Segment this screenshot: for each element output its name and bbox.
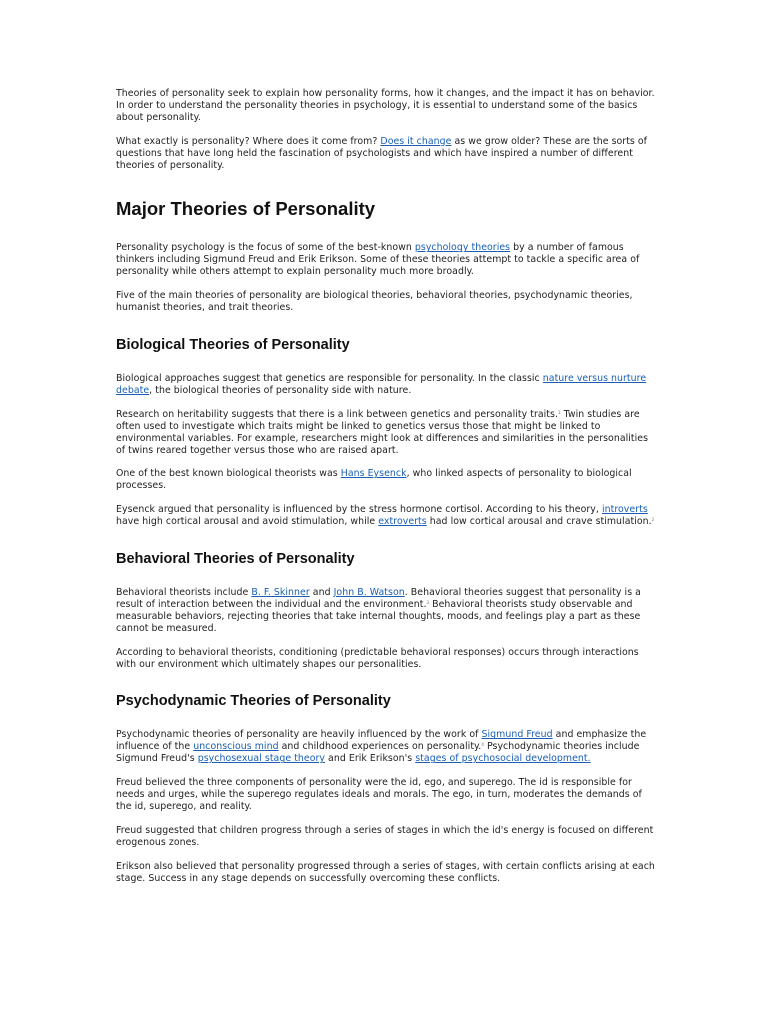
- nature-nurture-link[interactable]: nature versus nurture debate: [116, 372, 647, 396]
- citation-ref[interactable]: 3: [426, 599, 430, 605]
- psychodynamic-paragraph-3: Freud suggested that children progress through a series of stages in which the id's energy is focused on different erogenous zones.: [116, 824, 654, 848]
- biological-paragraph-1: Biological approaches suggest that genetics are responsible for personality. In the classic nature versus nurture debate, the biological theories of personality side with nature.: [116, 372, 647, 396]
- behavioral-theories-heading: Behavioral Theories of Personality: [116, 551, 355, 568]
- citation-ref[interactable]: 1: [558, 409, 561, 415]
- behavioral-paragraph-1: Behavioral theorists include B. F. Skinner and John B. Watson. Behavioral theories suggest that personality is a result of interaction between the individual and the environment.$^3$ Behavioral theorists study observable and measurable behaviors, rejecting theories that take internal thoughts, moods, and feelings play a part as these cannot be measured.: [116, 587, 641, 634]
- unconscious-mind-link[interactable]: unconscious mind: [193, 741, 279, 753]
- watson-link[interactable]: John B. Watson: [333, 587, 405, 599]
- biological-paragraph-4: Eysenck argued that personality is influenced by the stress hormone cortisol. According to his theory, introverts have high cortical arousal and avoid stimulation, while extroverts had low cortical arousal and crave stimulation.$^2$: [116, 504, 655, 528]
- psychodynamic-paragraph-1: Psychodynamic theories of personality are heavily influenced by the work of Sigmund Freud and emphasize the influence of the unconscious mind and childhood experiences on personality.$^4$ Psychodynamic theories include Sigmund Freud's psychosexual stage theory and Erik Erikson's stages of psychosocial development.: [116, 729, 647, 765]
- biological-paragraph-3: One of the best known biological theorists was Hans Eysenck, who linked aspects of personality to biological processes.: [116, 468, 632, 492]
- psychosocial-development-link[interactable]: stages of psychosocial development.: [415, 753, 591, 765]
- biological-theories-heading: Biological Theories of Personality: [116, 336, 350, 353]
- behavioral-paragraph-2: According to behavioral theorists, conditioning (predictable behavioral responses) occurs through interactions with our environment which ultimately shapes our personalities.: [116, 646, 639, 670]
- psychodynamic-paragraph-4: Erikson also believed that personality progressed through a series of stages, with certain conflicts arising at each stage. Success in any stage depends on successfully overcoming these conflicts.: [116, 860, 655, 884]
- major-theories-heading: Major Theories of Personality: [116, 198, 376, 220]
- psychosexual-stage-link[interactable]: psychosexual stage theory: [197, 753, 326, 765]
- introverts-link[interactable]: introverts: [601, 504, 648, 516]
- skinner-link[interactable]: B. F. Skinner: [251, 587, 310, 599]
- psychology-theories-link[interactable]: psychology theories: [414, 242, 511, 254]
- article-body: [116, 88, 656, 897]
- citation-ref[interactable]: 2: [651, 517, 655, 523]
- extroverts-link[interactable]: extroverts: [378, 516, 427, 528]
- psychodynamic-paragraph-2: Freud believed the three components of personality were the id, ego, and superego. The id is responsible for needs and urges, while the superego regulates ideals and morals. The ego, in turn, moderates the demands of the id, superego, and reality.: [116, 777, 642, 812]
- sigmund-freud-link[interactable]: Sigmund Freud: [481, 729, 553, 741]
- intro-paragraph-1: Theories of personality seek to explain how personality forms, how it changes, and the impact it has on behavior. In order to understand the personality theories in psychology, it is essential to understand some of the basics about personality.: [116, 88, 655, 123]
- major-paragraph-1: Personality psychology is the focus of some of the best-known psychology theories by a number of famous thinkers including Sigmund Freud and Erik Erikson. Some of these theories attempt to tackle a specific area of personality while others attempt to explain personality much more broadly.: [116, 242, 640, 278]
- intro-paragraph-2: What exactly is personality? Where does it come from? Does it change as we grow older? These are the sorts of questions that have long held the fascination of psychologists and which have inspired a number of different theories of personality.: [116, 135, 648, 171]
- psychodynamic-theories-heading: Psychodynamic Theories of Personality: [116, 693, 391, 710]
- major-paragraph-2: Five of the main theories of personality are biological theories, behavioral theories, psychodynamic theories, humanist theories, and trait theories.: [116, 290, 633, 314]
- biological-paragraph-2: Research on heritability suggests that there is a link between genetics and personality traits.$^1$ Twin studies are often used to investigate which traits might be linked to genetics versus those that might be linked to environmental variables. For example, researchers might look at differences and similarities in the personalities of twins reared together versus those who are raised apart.: [116, 408, 649, 456]
- hans-eysenck-link[interactable]: Hans Eysenck: [340, 468, 407, 480]
- does-it-change-link[interactable]: Does it change: [380, 135, 452, 147]
- citation-ref[interactable]: 4: [481, 742, 484, 748]
